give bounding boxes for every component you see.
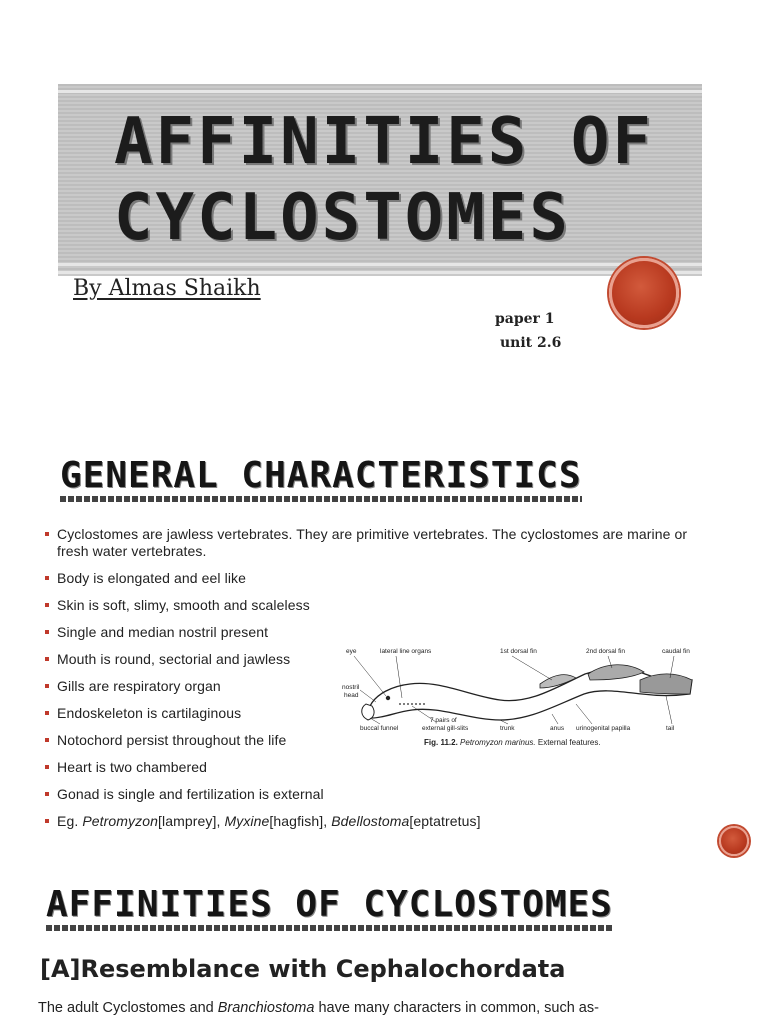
decorative-circle <box>719 826 749 856</box>
figure-caption <box>424 738 601 747</box>
fig-label-caudal: caudal fin <box>662 648 690 655</box>
list-item: Single and median nostril present <box>44 624 704 651</box>
genus-name: Petromyzon <box>82 813 159 829</box>
lamprey-figure <box>340 644 700 752</box>
fig-label-eye: eye <box>346 648 357 655</box>
decorative-circle <box>609 258 679 328</box>
list-item: Endoskeleton is cartilaginous <box>44 705 704 732</box>
common-name: [hagfish], <box>269 813 332 829</box>
fig-label-first-dorsal: 1st dorsal fin <box>500 648 537 655</box>
para-start: The adult Cyclostomes and <box>38 1000 218 1016</box>
genus-name: Bdellostoma <box>331 813 410 829</box>
title-band-rule <box>58 271 702 274</box>
fig-label-gills-2: external gill-slits <box>422 725 469 732</box>
genus-name: Myxine <box>224 813 270 829</box>
fig-label-trunk: trunk <box>500 725 515 732</box>
list-item: Gonad is single and fertilization is external <box>44 786 704 813</box>
slide-title: AFFINITIES OF CYCLOSTOMES <box>114 105 654 255</box>
caption-species: Petromyzon marinus. <box>460 738 536 747</box>
general-characteristics-heading: GENERAL CHARACTERISTICS <box>60 455 582 502</box>
resemblance-heading: [A]Resemblance with Cephalochordata <box>40 955 566 983</box>
fig-label-buccal: buccal funnel <box>360 725 399 732</box>
paper-label: paper 1 <box>495 311 555 327</box>
author-byline: By Almas Shaikh <box>73 276 261 301</box>
list-item: Body is elongated and eel like <box>44 570 704 597</box>
list-item: Notochord persist throughout the life <box>44 732 704 759</box>
title-band-rule <box>58 90 702 93</box>
list-item-examples <box>44 813 704 840</box>
list-item: Skin is soft, slimy, smooth and scaleless <box>44 597 704 624</box>
fig-label-tail: tail <box>666 725 675 732</box>
affinities-heading: AFFINITIES OF CYCLOSTOMES <box>46 884 613 931</box>
list-item: Mouth is round, sectorial and jawless <box>44 651 704 678</box>
example-prefix: Eg. <box>57 813 83 829</box>
genus-name: Branchiostoma <box>217 1000 315 1016</box>
fig-label-nostril: nostril <box>342 684 360 691</box>
list-item: Heart is two chambered <box>44 759 704 786</box>
fig-label-head: head <box>344 692 359 699</box>
common-name: [eptatretus] <box>409 813 481 829</box>
intro-paragraph <box>38 1000 599 1016</box>
fig-label-urinogenital: urinogenital papilla <box>576 725 631 732</box>
caption-suffix: External features. <box>537 738 601 747</box>
common-name: [lamprey], <box>158 813 225 829</box>
fig-label-second-dorsal: 2nd dorsal fin <box>586 648 626 655</box>
unit-label: unit 2.6 <box>500 335 562 351</box>
title-band <box>58 84 702 276</box>
list-item: Gills are respiratory organ <box>44 678 704 705</box>
title-band-rule <box>58 263 702 266</box>
para-end: have many characters in common, such as- <box>314 1000 599 1016</box>
fig-label-anus: anus <box>550 725 565 732</box>
fig-label-gills: 7 pairs of <box>430 717 457 724</box>
fig-label-lateral-line: lateral line organs <box>380 648 432 655</box>
caption-prefix: Fig. 11.2. <box>424 738 458 747</box>
list-item: Cyclostomes are jawless vertebrates. They are primitive vertebrates. The cyclostomes are marine or fresh water vertebrates. <box>44 526 704 570</box>
lamprey-illustration <box>340 644 700 736</box>
